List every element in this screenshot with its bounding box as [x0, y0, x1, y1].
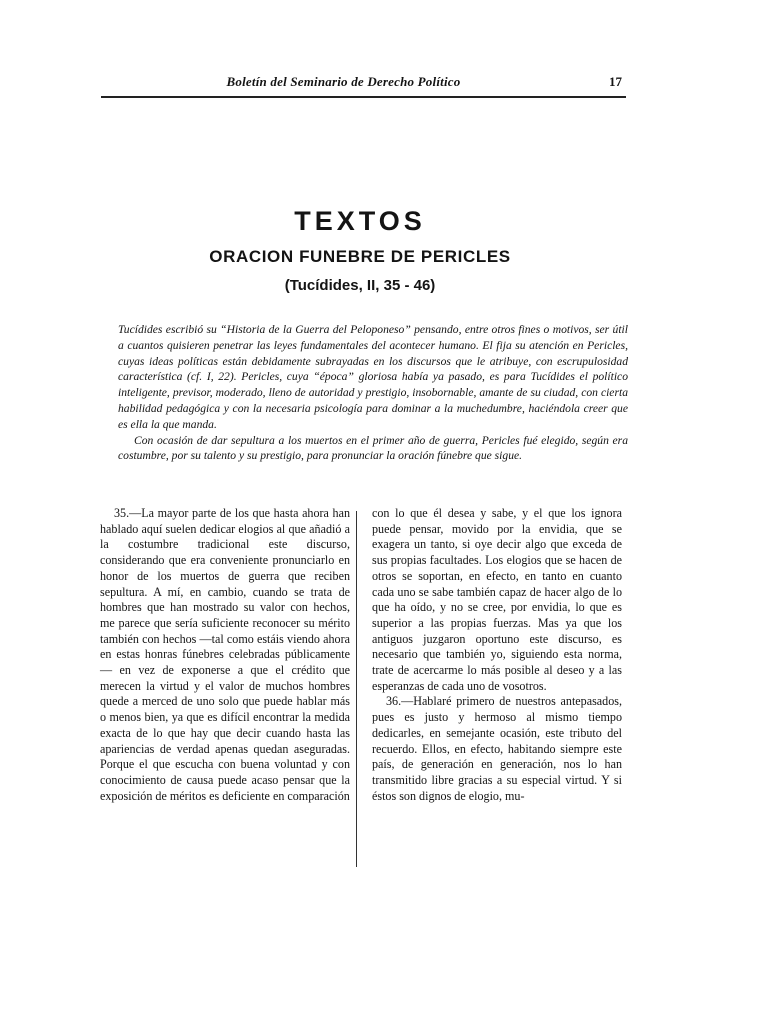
running-header [101, 72, 626, 98]
paragraph-36: 36.—Hablaré primero de nuestros antepasados, pues es justo y hermoso al mismo tiempo dedicarles, en semejante ocasión, este tributo del recuerdo. Ellos, en efecto, habitando siempre este país, de generación en generación, nos lo han transmitido libre gracias a su especial virtud. Y si éstos son dignos de elogio, mu- [372, 694, 622, 803]
paragraph-35: 35.—La mayor parte de los que hasta ahora han hablado aquí suelen dedicar elogios al que añadió a la costumbre tradicional este discurso, considerando que era conveniente pronunciarlo en honor de los muertos de guerra que reciben sepultura. A mí, en cambio, cuando se trata de hombres que han mostrado su valor con hechos, me parece que sería suficiente reconocer su mérito también con hechos —tal como estáis viendo ahora en estas honras fúnebres celebradas públicamente— en vez de exponerse a que el crédito que merecen la virtud y el valor de muchos hombres quede a merced de uno solo que puede hablar más o menos bien, ya que es difícil encontrar la medida exacta de lo que hay que decir cuando hasta las apariencias de verdad apenas quedan aseguradas. Porque el que escucha con buena voluntad y con conocimiento de causa puede acaso pensar que la exposición de méritos es deficiente en comparación [100, 506, 350, 803]
journal-title: Boletín del Seminario de Derecho Político [226, 74, 461, 89]
paragraph-35-continued: con lo que él desea y sabe, y el que los ignora puede pensar, movido por la envidia, que se exagera un tanto, si oye decir algo que exceda de sus propias facultades. Los elogios que se hacen de otros se soportan, en efecto, en tanto en cuanto cada uno se sabe también capaz de hacer algo de lo que ha oído, y no se cree, por envidia, lo que es superior a las propias fuerzas. Mas ya que los antiguos juzgaron oportuno este discurso, es necesario que también yo, siguiendo esta norma, trate de acercarme lo más posible al deseo y a las esperanzas de cada uno de vosotros. [372, 506, 622, 693]
section-title: TEXTOS [294, 206, 426, 236]
article-title: ORACION FUNEBRE DE PERICLES [209, 247, 511, 266]
page-number: 17 [609, 74, 622, 89]
intro-paragraph-2: Con ocasión de dar sepultura a los muertos en el primer año de guerra, Pericles fué elegido, según era costumbre, por su talento y su prestigio, para pronunciar la oración fúnebre que sigue. [118, 433, 628, 463]
source-reference: (Tucídides, II, 35 - 46) [284, 277, 436, 294]
right-column [372, 506, 622, 804]
left-column [100, 506, 350, 804]
introduction [118, 322, 628, 464]
intro-paragraph-1: Tucídides escribió su “Historia de la Guerra del Peloponeso” pensando, entre otros fines o motivos, ser útil a cuantos quisieren penetrar las leyes fundamentales del acontecer humano. El fija su atención en Pericles, cuyas ideas políticas están debidamente subrayadas en los discursos que le atribuye, con escrupulosidad característica (cf. I, 22). Pericles, cuya “época” gloriosa había ya pasado, es para Tucídides el político inteligente, previsor, moderado, lleno de autoridad y prestigio, insobornable, amante de su ciudad, con cierta habilidad pedagógica y con la necesaria psicología para dominar a la muchedumbre, haciéndola creer que es ella la que manda. [118, 323, 628, 431]
column-divider [356, 511, 357, 867]
